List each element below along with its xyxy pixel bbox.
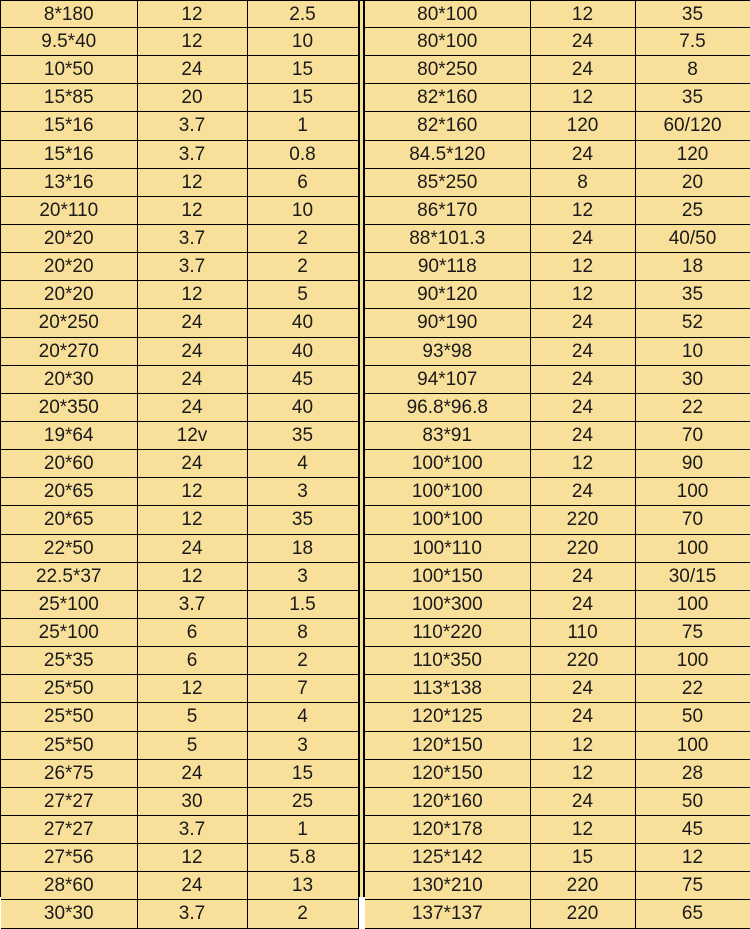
- voltage-cell: 24: [137, 337, 247, 365]
- voltage-cell: 12: [530, 759, 635, 787]
- value-cell: 22: [635, 675, 750, 703]
- voltage-cell: 24: [530, 224, 635, 252]
- size-cell: 20*110: [1, 196, 137, 224]
- voltage-cell: 12: [530, 253, 635, 281]
- value-cell: 13: [247, 872, 358, 900]
- value-cell: 25: [635, 196, 750, 224]
- size-cell: 25*50: [1, 703, 137, 731]
- voltage-cell: 24: [137, 393, 247, 421]
- value-cell: 18: [247, 534, 358, 562]
- voltage-cell: 120: [530, 112, 635, 140]
- value-cell: 30: [635, 365, 750, 393]
- value-cell: 7.5: [635, 28, 750, 56]
- size-cell: 130*210: [365, 872, 530, 900]
- table-row: [365, 253, 750, 281]
- voltage-cell: 12: [137, 168, 247, 196]
- value-cell: 60/120: [635, 112, 750, 140]
- size-cell: 22*50: [1, 534, 137, 562]
- value-cell: 50: [635, 787, 750, 815]
- size-cell: 120*125: [365, 703, 530, 731]
- size-cell: 125*142: [365, 844, 530, 872]
- table-row: [365, 168, 750, 196]
- value-cell: 3: [247, 731, 358, 759]
- right-table: [365, 1, 750, 929]
- table-row: [365, 562, 750, 590]
- voltage-cell: 24: [530, 478, 635, 506]
- value-cell: 10: [635, 337, 750, 365]
- value-cell: 3: [247, 562, 358, 590]
- table-row: [365, 675, 750, 703]
- table-row: [365, 196, 750, 224]
- size-cell: 27*56: [1, 844, 137, 872]
- voltage-cell: 24: [530, 28, 635, 56]
- value-cell: 40: [247, 309, 358, 337]
- size-cell: 88*101.3: [365, 224, 530, 252]
- table-row: [1, 618, 358, 646]
- value-cell: 6: [247, 168, 358, 196]
- table-row: [365, 393, 750, 421]
- table-row: [1, 478, 358, 506]
- size-cell: 90*120: [365, 281, 530, 309]
- size-cell: 20*65: [1, 506, 137, 534]
- size-cell: 94*107: [365, 365, 530, 393]
- size-cell: 80*100: [365, 1, 530, 28]
- voltage-cell: 12: [137, 478, 247, 506]
- table-row: [1, 365, 358, 393]
- table-row: [365, 759, 750, 787]
- voltage-cell: 20: [137, 84, 247, 112]
- size-cell: 28*60: [1, 872, 137, 900]
- size-cell: 20*30: [1, 365, 137, 393]
- value-cell: 2: [247, 224, 358, 252]
- voltage-cell: 3.7: [137, 590, 247, 618]
- table-row: [365, 281, 750, 309]
- size-cell: 22.5*37: [1, 562, 137, 590]
- size-cell: 27*27: [1, 815, 137, 843]
- size-cell: 82*160: [365, 112, 530, 140]
- table-row: [1, 421, 358, 449]
- table-row: [365, 478, 750, 506]
- table-row: [1, 112, 358, 140]
- table-row: [365, 618, 750, 646]
- size-cell: 26*75: [1, 759, 137, 787]
- size-cell: 80*100: [365, 28, 530, 56]
- size-cell: 10*50: [1, 56, 137, 84]
- value-cell: 50: [635, 703, 750, 731]
- voltage-cell: 220: [530, 506, 635, 534]
- voltage-cell: 110: [530, 618, 635, 646]
- voltage-cell: 12: [530, 84, 635, 112]
- voltage-cell: 24: [530, 140, 635, 168]
- table-row: [1, 590, 358, 618]
- voltage-cell: 12: [137, 675, 247, 703]
- value-cell: 100: [635, 590, 750, 618]
- size-cell: 90*190: [365, 309, 530, 337]
- size-cell: 82*160: [365, 84, 530, 112]
- voltage-cell: 12: [137, 28, 247, 56]
- voltage-cell: 24: [530, 365, 635, 393]
- table-row: [1, 84, 358, 112]
- voltage-cell: 24: [530, 421, 635, 449]
- table-row: [365, 309, 750, 337]
- voltage-cell: 3.7: [137, 112, 247, 140]
- value-cell: 1: [247, 815, 358, 843]
- value-cell: 40: [247, 393, 358, 421]
- value-cell: 45: [635, 815, 750, 843]
- table-row: [365, 872, 750, 900]
- table-row: [1, 196, 358, 224]
- table-row: [365, 900, 750, 928]
- voltage-cell: 24: [137, 450, 247, 478]
- value-cell: 15: [247, 759, 358, 787]
- voltage-cell: 24: [137, 365, 247, 393]
- value-cell: 18: [635, 253, 750, 281]
- table-row: [365, 787, 750, 815]
- value-cell: 35: [635, 281, 750, 309]
- value-cell: 35: [247, 421, 358, 449]
- voltage-cell: 24: [137, 872, 247, 900]
- voltage-cell: 24: [530, 787, 635, 815]
- voltage-cell: 15: [530, 844, 635, 872]
- value-cell: 22: [635, 393, 750, 421]
- size-cell: 84.5*120: [365, 140, 530, 168]
- table-row: [1, 731, 358, 759]
- table-row: [365, 731, 750, 759]
- table-row: [1, 450, 358, 478]
- value-cell: 8: [247, 618, 358, 646]
- value-cell: 65: [635, 900, 750, 928]
- voltage-cell: 6: [137, 618, 247, 646]
- value-cell: 10: [247, 28, 358, 56]
- table-row: [1, 787, 358, 815]
- size-cell: 100*110: [365, 534, 530, 562]
- table-row: [1, 703, 358, 731]
- table-row: [365, 450, 750, 478]
- voltage-cell: 24: [530, 703, 635, 731]
- voltage-cell: 12: [530, 815, 635, 843]
- table-row: [365, 1, 750, 28]
- size-cell: 86*170: [365, 196, 530, 224]
- table-row: [365, 815, 750, 843]
- value-cell: 75: [635, 618, 750, 646]
- table-row: [365, 506, 750, 534]
- value-cell: 1: [247, 112, 358, 140]
- table-row: [1, 506, 358, 534]
- table-row: [365, 28, 750, 56]
- table-row: [1, 393, 358, 421]
- table-row: [1, 168, 358, 196]
- table-row: [365, 140, 750, 168]
- value-cell: 45: [247, 365, 358, 393]
- table-row: [1, 534, 358, 562]
- table-row: [1, 140, 358, 168]
- size-cell: 113*138: [365, 675, 530, 703]
- size-cell: 110*350: [365, 647, 530, 675]
- voltage-cell: 24: [137, 56, 247, 84]
- value-cell: 30/15: [635, 562, 750, 590]
- table-row: [365, 84, 750, 112]
- size-cell: 100*300: [365, 590, 530, 618]
- size-cell: 25*100: [1, 590, 137, 618]
- voltage-cell: 12: [530, 1, 635, 28]
- voltage-cell: 24: [530, 56, 635, 84]
- size-cell: 120*150: [365, 759, 530, 787]
- value-cell: 15: [247, 84, 358, 112]
- voltage-cell: 5: [137, 731, 247, 759]
- voltage-cell: 12: [530, 281, 635, 309]
- voltage-cell: 6: [137, 647, 247, 675]
- value-cell: 10: [247, 196, 358, 224]
- voltage-cell: 5: [137, 703, 247, 731]
- voltage-cell: 24: [137, 534, 247, 562]
- table-row: [1, 844, 358, 872]
- size-cell: 8*180: [1, 1, 137, 28]
- voltage-cell: 24: [530, 562, 635, 590]
- table-row: [365, 224, 750, 252]
- value-cell: 8: [635, 56, 750, 84]
- table-row: [365, 647, 750, 675]
- size-cell: 20*20: [1, 224, 137, 252]
- table-row: [1, 1, 358, 28]
- value-cell: 15: [247, 56, 358, 84]
- voltage-cell: 12: [137, 196, 247, 224]
- size-cell: 83*91: [365, 421, 530, 449]
- voltage-cell: 12: [530, 731, 635, 759]
- size-cell: 100*100: [365, 478, 530, 506]
- table-row: [365, 534, 750, 562]
- value-cell: 2.5: [247, 1, 358, 28]
- table-row: [1, 56, 358, 84]
- value-cell: 7: [247, 675, 358, 703]
- size-cell: 100*150: [365, 562, 530, 590]
- size-cell: 85*250: [365, 168, 530, 196]
- size-cell: 15*85: [1, 84, 137, 112]
- voltage-cell: 3.7: [137, 253, 247, 281]
- value-cell: 100: [635, 731, 750, 759]
- right-table-body: [365, 1, 750, 928]
- right-table-block: [365, 1, 750, 925]
- voltage-cell: 24: [530, 393, 635, 421]
- size-cell: 20*270: [1, 337, 137, 365]
- size-cell: 13*16: [1, 168, 137, 196]
- size-cell: 20*250: [1, 309, 137, 337]
- size-cell: 15*16: [1, 112, 137, 140]
- table-row: [1, 872, 358, 900]
- size-cell: 80*250: [365, 56, 530, 84]
- voltage-cell: 30: [137, 787, 247, 815]
- table-row: [1, 675, 358, 703]
- value-cell: 4: [247, 703, 358, 731]
- table-row: [1, 562, 358, 590]
- voltage-cell: 12: [137, 506, 247, 534]
- voltage-cell: 24: [137, 309, 247, 337]
- value-cell: 100: [635, 478, 750, 506]
- value-cell: 120: [635, 140, 750, 168]
- voltage-cell: 24: [530, 309, 635, 337]
- value-cell: 100: [635, 647, 750, 675]
- voltage-cell: 220: [530, 900, 635, 928]
- value-cell: 35: [635, 1, 750, 28]
- voltage-cell: 3.7: [137, 140, 247, 168]
- size-cell: 30*30: [1, 900, 137, 928]
- value-cell: 0.8: [247, 140, 358, 168]
- size-cell: 25*50: [1, 731, 137, 759]
- table-row: [365, 590, 750, 618]
- size-cell: 9.5*40: [1, 28, 137, 56]
- size-cell: 120*160: [365, 787, 530, 815]
- voltage-cell: 220: [530, 872, 635, 900]
- size-cell: 100*100: [365, 450, 530, 478]
- voltage-cell: 12: [137, 281, 247, 309]
- table-row: [1, 337, 358, 365]
- size-cell: 15*16: [1, 140, 137, 168]
- value-cell: 2: [247, 647, 358, 675]
- value-cell: 52: [635, 309, 750, 337]
- voltage-cell: 12: [137, 844, 247, 872]
- table-row: [365, 56, 750, 84]
- value-cell: 35: [247, 506, 358, 534]
- size-cell: 20*60: [1, 450, 137, 478]
- value-cell: 4: [247, 450, 358, 478]
- table-row: [1, 815, 358, 843]
- value-cell: 12: [635, 844, 750, 872]
- value-cell: 5: [247, 281, 358, 309]
- voltage-cell: 3.7: [137, 900, 247, 928]
- size-cell: 96.8*96.8: [365, 393, 530, 421]
- value-cell: 40/50: [635, 224, 750, 252]
- value-cell: 70: [635, 421, 750, 449]
- value-cell: 40: [247, 337, 358, 365]
- table-row: [1, 281, 358, 309]
- table-row: [365, 844, 750, 872]
- value-cell: 1.5: [247, 590, 358, 618]
- size-cell: 27*27: [1, 787, 137, 815]
- left-table-block: [1, 1, 358, 925]
- size-cell: 20*350: [1, 393, 137, 421]
- value-cell: 2: [247, 253, 358, 281]
- value-cell: 90: [635, 450, 750, 478]
- value-cell: 2: [247, 900, 358, 928]
- size-cell: 110*220: [365, 618, 530, 646]
- value-cell: 5.8: [247, 844, 358, 872]
- table-row: [1, 309, 358, 337]
- size-cell: 120*150: [365, 731, 530, 759]
- table-row: [365, 112, 750, 140]
- voltage-cell: 24: [137, 759, 247, 787]
- table-row: [365, 365, 750, 393]
- size-cell: 20*20: [1, 253, 137, 281]
- voltage-cell: 3.7: [137, 815, 247, 843]
- value-cell: 100: [635, 534, 750, 562]
- size-cell: 25*35: [1, 647, 137, 675]
- table-row: [1, 253, 358, 281]
- size-cell: 25*50: [1, 675, 137, 703]
- table-row: [365, 703, 750, 731]
- size-cell: 93*98: [365, 337, 530, 365]
- table-row: [1, 647, 358, 675]
- voltage-cell: 8: [530, 168, 635, 196]
- size-cell: 90*118: [365, 253, 530, 281]
- voltage-cell: 24: [530, 337, 635, 365]
- voltage-cell: 12: [530, 450, 635, 478]
- voltage-cell: 12: [137, 562, 247, 590]
- table-row: [1, 900, 358, 928]
- value-cell: 75: [635, 872, 750, 900]
- table-row: [1, 224, 358, 252]
- value-cell: 25: [247, 787, 358, 815]
- voltage-cell: 24: [530, 590, 635, 618]
- voltage-cell: 220: [530, 534, 635, 562]
- size-cell: 25*100: [1, 618, 137, 646]
- size-cell: 100*100: [365, 506, 530, 534]
- size-cell: 120*178: [365, 815, 530, 843]
- voltage-cell: 24: [530, 675, 635, 703]
- value-cell: 70: [635, 506, 750, 534]
- voltage-cell: 220: [530, 647, 635, 675]
- table-divider: [358, 1, 365, 897]
- size-cell: 137*137: [365, 900, 530, 928]
- size-cell: 19*64: [1, 421, 137, 449]
- voltage-cell: 12v: [137, 421, 247, 449]
- value-cell: 20: [635, 168, 750, 196]
- value-cell: 35: [635, 84, 750, 112]
- voltage-cell: 3.7: [137, 224, 247, 252]
- size-cell: 20*65: [1, 478, 137, 506]
- table-row: [365, 337, 750, 365]
- left-table-body: [1, 1, 358, 928]
- table-row: [1, 759, 358, 787]
- left-table: [1, 1, 359, 929]
- table-row: [1, 28, 358, 56]
- value-cell: 3: [247, 478, 358, 506]
- voltage-cell: 12: [530, 196, 635, 224]
- voltage-cell: 12: [137, 1, 247, 28]
- value-cell: 28: [635, 759, 750, 787]
- size-cell: 20*20: [1, 281, 137, 309]
- table-row: [365, 421, 750, 449]
